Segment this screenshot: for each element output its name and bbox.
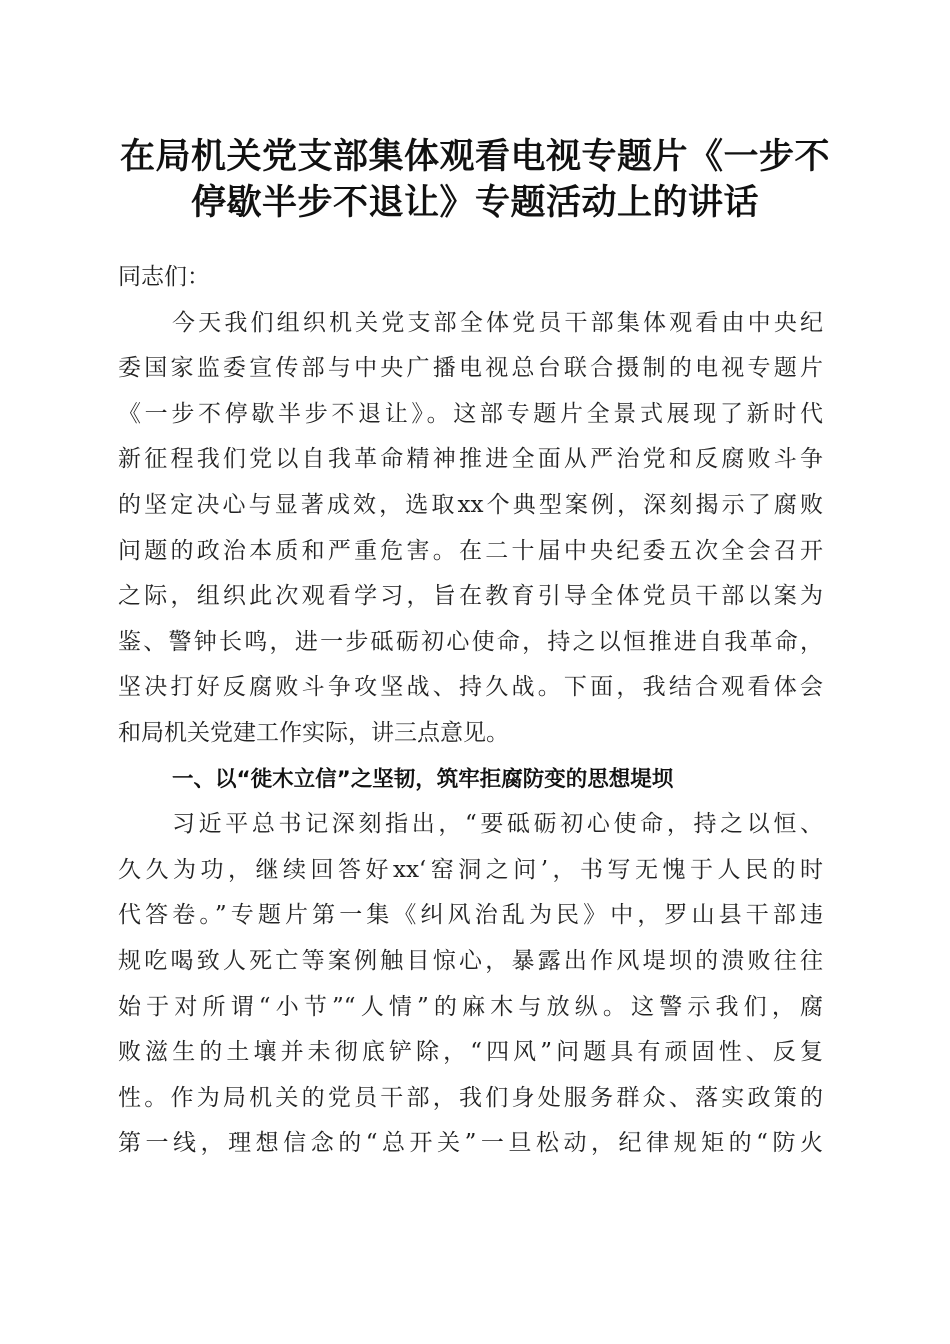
text-line: 败滋生的土壤并未彻底铲除，“四风”问题具有顽固性、反复 xyxy=(118,1039,823,1066)
paragraph-2 xyxy=(118,802,823,1167)
text-line: 代答卷。”专题片第一集《纠风治乱为民》中，罗山县干部违 xyxy=(118,902,823,929)
text-line: 久久为功，继续回答好xx‘窑洞之问’，书写无愧于人民的时 xyxy=(118,856,823,883)
text-line: 问题的政治本质和严重危害。在二十届中央纪委五次全会召开 xyxy=(118,537,823,564)
document-title xyxy=(100,133,850,224)
section-heading: 一、以“徙木立信”之坚韧，筑牢拒腐防变的思想堤坝 xyxy=(172,766,674,792)
text-line: 坚决打好反腐败斗争攻坚战、持久战。下面，我结合观看体会 xyxy=(118,674,823,701)
text-line: 性。作为局机关的党员干部，我们身处服务群众、落实政策的 xyxy=(118,1084,823,1111)
text-line: 规吃喝致人死亡等案例触目惊心，暴露出作风堤坝的溃败往往 xyxy=(118,947,823,974)
salutation: 同志们： xyxy=(118,264,210,290)
document-body xyxy=(118,255,823,1167)
title-line: 在局机关党支部集体观看电视专题片《一步不 xyxy=(119,136,830,177)
text-line: 第一线，理想信念的“总开关”一旦松动，纪律规矩的“防火 xyxy=(118,1130,823,1157)
text-line: 今天我们组织机关党支部全体党员干部集体观看由中央纪 xyxy=(172,309,823,336)
text-line: 《一步不停歇半步不退让》。这部专题片全景式展现了新时代 xyxy=(118,400,823,427)
text-line: 和局机关党建工作实际，讲三点意见。 xyxy=(118,719,509,746)
text-line: 始于对所谓“小节”“人情”的麻木与放纵。这警示我们，腐 xyxy=(118,993,823,1020)
title-line: 停歇半步不退让》专题活动上的讲话 xyxy=(190,181,759,223)
text-line: 习近平总书记深刻指出，“要砥砺初心使命，持之以恒、 xyxy=(172,811,823,838)
text-line: 的坚定决心与显著成效，选取xx个典型案例，深刻揭示了腐败 xyxy=(118,491,823,518)
text-line: 之际，组织此次观看学习，旨在教育引导全体党员干部以案为 xyxy=(118,583,823,610)
text-line: 新征程我们党以自我革命精神推进全面从严治党和反腐败斗争 xyxy=(118,446,823,473)
text-line: 鉴、警钟长鸣，进一步砥砺初心使命，持之以恒推进自我革命， xyxy=(118,628,823,655)
text-line: 委国家监委宣传部与中央广播电视总台联合摄制的电视专题片 xyxy=(118,355,823,382)
paragraph-1 xyxy=(118,301,823,757)
